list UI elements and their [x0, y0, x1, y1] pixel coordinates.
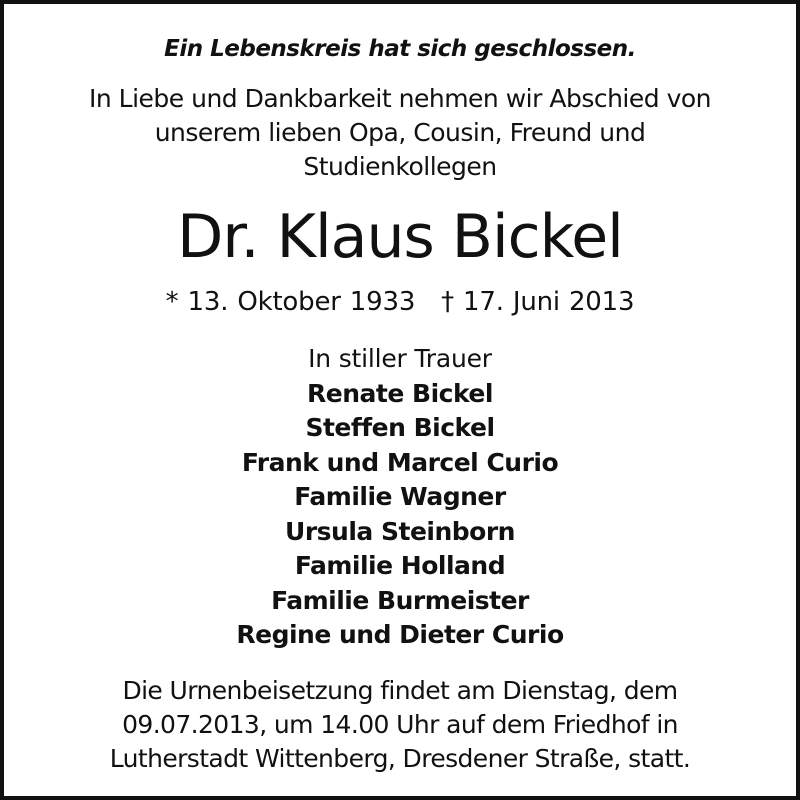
burial-line-3: Lutherstadt Wittenberg, Dresdener Straße, statt. [109, 744, 691, 773]
burial-line-2: 09.07.2013, um 14.00 Uhr auf dem Friedhof in [122, 710, 678, 739]
intro-line-2: unserem lieben Opa, Cousin, Freund und [154, 118, 646, 147]
mourner-name: Renate Bickel [307, 379, 493, 408]
mourner-name: Frank und Marcel Curio [241, 448, 559, 477]
mourning-label: In stiller Trauer [308, 344, 492, 373]
intro-line-3: Studienkollegen [303, 152, 497, 181]
birth-date: * 13. Oktober 1933 [165, 287, 416, 317]
life-dates [4, 287, 796, 317]
intro-line-1: In Liebe und Dankbarkeit nehmen wir Abschied von [88, 84, 712, 113]
mourner-name: Regine und Dieter Curio [236, 620, 564, 649]
deceased-name: Dr. Klaus Bickel [177, 202, 623, 272]
mourner-name: Familie Burmeister [271, 586, 529, 615]
mourner-name: Ursula Steinborn [285, 517, 515, 546]
notice-heading: Ein Lebenskreis hat sich geschlossen. [164, 36, 636, 62]
mourner-name: Familie Wagner [294, 482, 506, 511]
burial-line-1: Die Urnenbeisetzung findet am Dienstag, dem [122, 676, 678, 705]
mourner-name: Steffen Bickel [305, 413, 495, 442]
death-date: † 17. Juni 2013 [441, 287, 635, 317]
mourner-name: Familie Holland [294, 551, 506, 580]
